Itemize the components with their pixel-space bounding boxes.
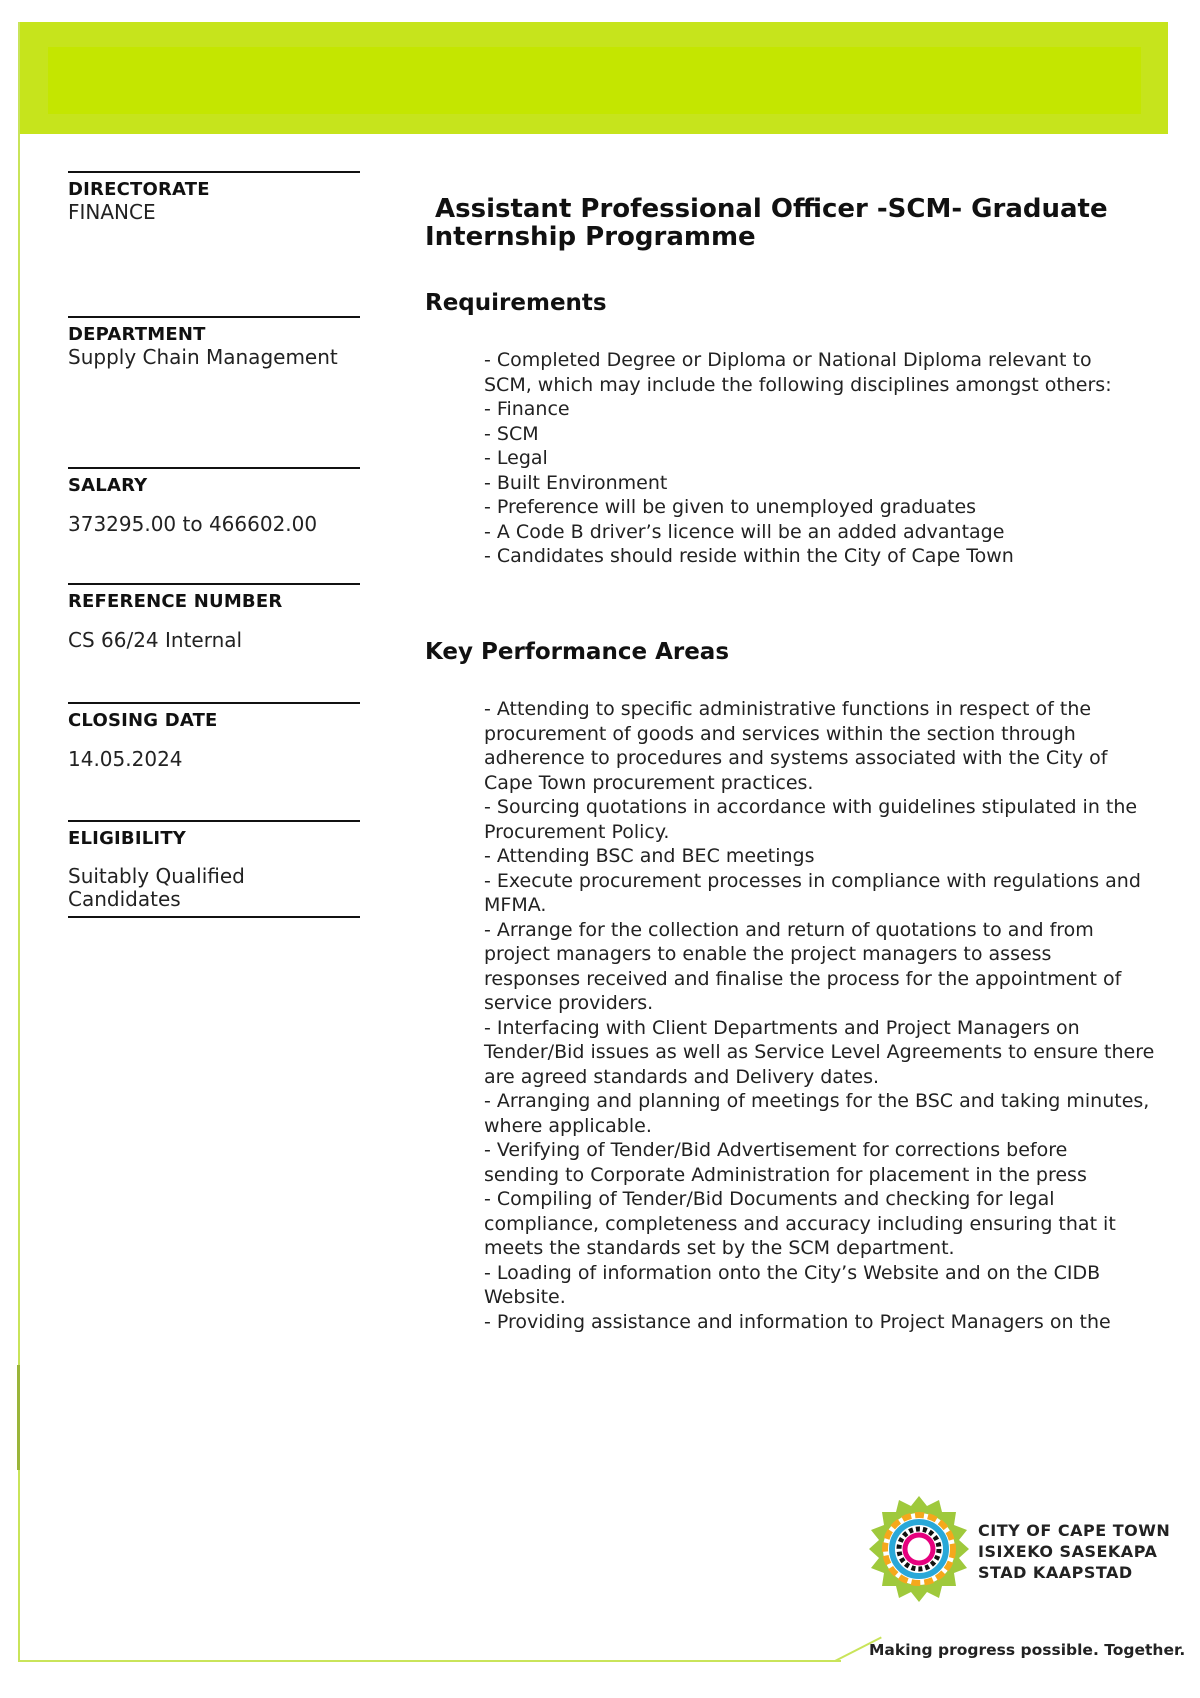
divider	[68, 171, 360, 173]
requirements-line: - Legal	[484, 447, 548, 469]
kpa-line: - Arranging and planning of meetings for the BSC and taking minutes,	[484, 1090, 1150, 1112]
kpa-line: sending to Corporate Administration for placement in the press	[484, 1163, 1087, 1186]
kpa-line: Tender/Bid issues as well as Service Level Agreements to ensure there	[484, 1041, 1155, 1063]
org-name-line: CITY OF CAPE TOWN	[978, 1521, 1171, 1540]
divider	[68, 916, 360, 918]
kpa-line: Cape Town procurement practices.	[484, 771, 814, 794]
kpa-line: meets the standards set by the SCM department.	[484, 1237, 955, 1259]
divider	[68, 820, 360, 822]
kpa-line: - Sourcing quotations in accordance with guidelines stipulated in the	[484, 796, 1138, 818]
kpa-list	[484, 697, 1184, 1334]
sidebar-closing-date	[68, 702, 360, 771]
org-name-line: ISIXEKO SASEKAPA	[978, 1542, 1158, 1561]
sidebar-directorate	[68, 171, 360, 224]
kpa-heading: Key Performance Areas	[425, 639, 730, 665]
kpa-line: Procurement Policy.	[484, 820, 670, 843]
kpa-line: - Attending BSC and BEC meetings	[484, 845, 815, 867]
sidebar-reference	[68, 583, 360, 652]
eligibility-line: Suitably Qualified	[68, 864, 245, 888]
directorate-value: FINANCE	[68, 200, 156, 224]
kpa-line: - Interfacing with Client Departments and Project Managers on	[484, 1016, 1080, 1039]
kpa-line: procurement of goods and services within the section through	[484, 722, 1076, 745]
kpa-line: - Execute procurement processes in compliance with regulations and	[484, 869, 1141, 892]
divider	[68, 583, 360, 585]
kpa-line: compliance, completeness and accuracy including ensuring that it	[484, 1212, 1116, 1235]
requirements-line: - Built Environment	[484, 471, 668, 494]
reference-label: REFERENCE NUMBER	[68, 591, 283, 612]
kpa-line: Website.	[484, 1286, 566, 1308]
kpa-line: are agreed standards and Delivery dates.	[484, 1065, 880, 1088]
divider	[68, 702, 360, 704]
kpa-line: service providers.	[484, 992, 654, 1014]
divider	[68, 316, 360, 318]
requirements-line: - SCM	[484, 422, 539, 445]
directorate-label: DIRECTORATE	[68, 179, 210, 200]
kpa-line: - Arrange for the collection and return of quotations to and from	[484, 918, 1094, 941]
salary-value: 373295.00 to 466602.00	[68, 512, 318, 536]
kpa-line: - Providing assistance and information to Project Managers on the	[484, 1310, 1111, 1333]
kpa-line: MFMA.	[484, 894, 547, 916]
salary-label: SALARY	[68, 475, 148, 496]
sidebar-salary	[68, 467, 360, 536]
kpa-line: - Loading of information onto the City’s Website and on the CIDB	[484, 1261, 1101, 1284]
requirements-line: SCM, which may include the following disciplines amongst others:	[484, 373, 1112, 396]
reference-value: CS 66/24 Internal	[68, 628, 243, 652]
job-title-line: Internship Programme	[425, 222, 756, 252]
eligibility-line: Candidates	[68, 887, 181, 911]
kpa-line: - Compiling of Tender/Bid Documents and checking for legal	[484, 1188, 1055, 1210]
kpa-line: responses received and finalise the process for the appointment of	[484, 967, 1122, 990]
kpa-line: - Attending to specific administrative functions in respect of the	[484, 698, 1092, 720]
kpa-line: adherence to procedures and systems associated with the City of	[484, 747, 1108, 769]
job-title-line: Assistant Professional Officer -SCM- Graduate	[435, 194, 1108, 224]
frame-left-accent	[17, 1365, 20, 1470]
department-label: DEPARTMENT	[68, 324, 206, 345]
requirements-line: - Finance	[484, 398, 570, 420]
sidebar-eligibility	[68, 820, 360, 911]
closing-date-value: 14.05.2024	[68, 747, 183, 771]
kpa-line: where applicable.	[484, 1114, 652, 1137]
kpa-line: - Verifying of Tender/Bid Advertisement for corrections before	[484, 1139, 1068, 1161]
org-name	[978, 1520, 1170, 1583]
requirements-line: - Completed Degree or Diploma or National Diploma relevant to	[484, 349, 1092, 371]
sidebar-department	[68, 316, 360, 369]
eligibility-label: ELIGIBILITY	[68, 828, 187, 849]
org-name-line: STAD KAAPSTAD	[978, 1563, 1133, 1582]
header-banner-inner	[48, 47, 1141, 114]
tagline: Making progress possible. Together.	[869, 1641, 1186, 1659]
closing-date-label: CLOSING DATE	[68, 710, 218, 731]
city-of-cape-town-logo-icon	[866, 1496, 972, 1602]
requirements-line: - Preference will be given to unemployed graduates	[484, 496, 977, 518]
requirements-heading: Requirements	[425, 290, 607, 316]
eligibility-value	[68, 865, 360, 911]
job-title	[425, 195, 1125, 251]
divider	[68, 467, 360, 469]
department-value: Supply Chain Management	[68, 345, 338, 369]
kpa-line: project managers to enable the project managers to assess	[484, 943, 1052, 965]
frame-bottom-border	[18, 1660, 841, 1662]
requirements-line: - Candidates should reside within the City of Cape Town	[484, 545, 1014, 567]
requirements-list	[484, 348, 1184, 569]
requirements-line: - A Code B driver’s licence will be an added advantage	[484, 520, 1005, 543]
